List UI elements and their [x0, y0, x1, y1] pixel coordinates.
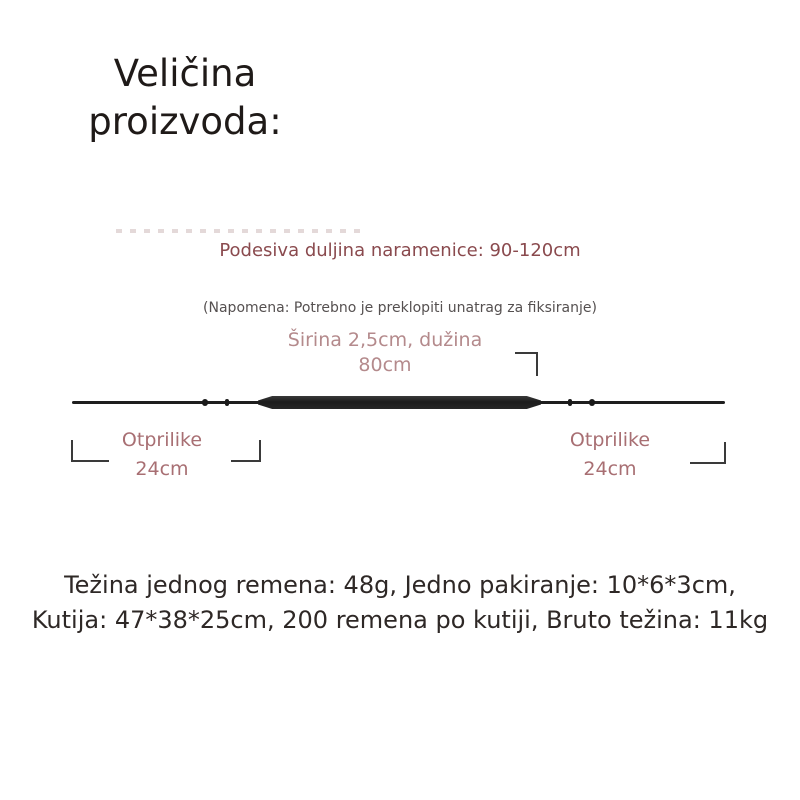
pad-dimensions-line-1: Širina 2,5cm, dužina	[287, 329, 483, 351]
pad-dimension-bracket	[515, 352, 538, 376]
pad-dimensions-label	[240, 328, 530, 378]
product-specs: Težina jednog remena: 48g, Jedno pakiranje: 10*6*3cm, Kutija: 47*38*25cm, 200 remena po kutiji, Bruto težina: 11kg	[31, 571, 769, 634]
left-end-length-label	[87, 426, 237, 484]
right-end-line-1: Otprilike	[569, 429, 651, 451]
adjustable-length-label: Podesiva duljina naramenice: 90-120cm	[219, 240, 581, 261]
left-end-bracket-right	[231, 440, 261, 462]
left-end-line-2: 24cm	[135, 458, 189, 480]
strap-buckle-right-outer	[589, 399, 595, 406]
page-title	[60, 50, 310, 146]
decorative-artifact	[116, 229, 366, 233]
right-end-bracket	[690, 442, 726, 464]
title-line-2: proizvoda:	[88, 100, 282, 143]
strap-buckle-left-inner	[225, 399, 229, 406]
left-end-line-1: Otprilike	[121, 429, 203, 451]
fixing-note: (Napomena: Potrebno je preklopiti unatrag za fiksiranje)	[203, 300, 597, 316]
strap-cord-left	[72, 401, 272, 404]
right-end-length-label	[535, 426, 685, 484]
right-end-line-2: 24cm	[583, 458, 637, 480]
strap-buckle-left-outer	[202, 399, 208, 406]
strap-buckle-right-inner	[568, 399, 572, 406]
strap-shoulder-pad	[258, 396, 541, 409]
strap-cord-right	[530, 401, 725, 404]
pad-dimensions-line-2: 80cm	[358, 354, 412, 376]
title-line-1: Veličina	[113, 52, 257, 95]
